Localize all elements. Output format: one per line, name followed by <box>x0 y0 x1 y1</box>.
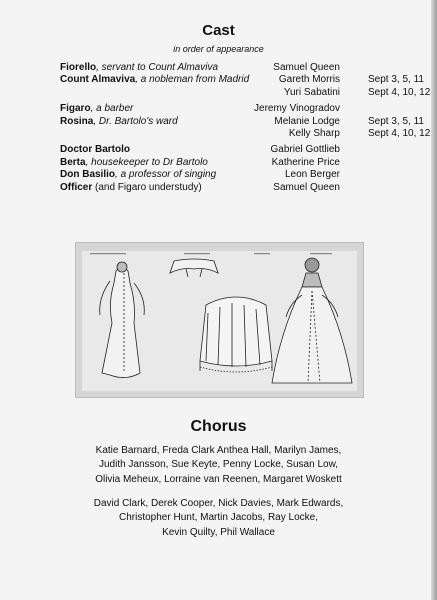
cast-heading: Cast <box>202 22 235 39</box>
cast-row <box>60 157 432 169</box>
role-name: Don Basilio <box>60 169 116 181</box>
performance-dates: Sept 3, 5, 11 <box>368 115 424 127</box>
cast-row <box>60 128 432 140</box>
role-name: Doctor Bartolo <box>60 144 130 156</box>
chorus-line: Kevin Quilty, Phil Wallace <box>162 526 275 538</box>
actor-name: Kelly Sharp <box>288 127 340 139</box>
cast-row <box>60 62 432 74</box>
cast-subtitle: in order of appearance <box>173 44 264 54</box>
role-name: Fiorello <box>60 62 97 73</box>
role-description: , Dr. Bartolo's ward <box>93 115 178 127</box>
role-name: Count Almaviva <box>60 74 136 86</box>
cast-row <box>60 103 432 115</box>
role-description: , servant to Count Almaviva <box>96 62 219 73</box>
chorus-line: Judith Jansson, Sue Keyte, Penny Locke, Susan Low, <box>98 459 339 471</box>
role-description: , a nobleman from Madrid <box>135 74 250 86</box>
actor-name: Katherine Price <box>271 156 340 168</box>
role-name: Figaro <box>60 103 91 115</box>
role-description: , a barber <box>90 103 134 115</box>
actor-name: Samuel Queen <box>273 62 340 73</box>
role-name: Officer <box>60 181 93 193</box>
chorus-line: Olivia Meheux, Lorraine van Reenen, Margaret Woskett <box>95 473 342 485</box>
actor-name: Leon Berger <box>284 169 340 181</box>
cast-row <box>60 144 432 156</box>
cast-list <box>60 62 432 194</box>
performance-dates: Sept 4, 10, 12 <box>368 86 431 98</box>
actor-name: Melanie Lodge <box>274 115 340 127</box>
role-description: , housekeeper to Dr Bartolo <box>85 156 208 168</box>
actor-name: Gabriel Gottlieb <box>270 144 340 156</box>
chorus-line: David Clark, Derek Cooper, Nick Davies, Mark Edwards, <box>93 498 344 509</box>
actor-name: Jeremy Vinogradov <box>254 103 340 115</box>
cast-row <box>60 74 432 86</box>
actor-name: Yuri Sabatini <box>283 86 340 98</box>
actor-name: Samuel Queen <box>273 181 340 193</box>
role-name: Rosina <box>60 115 94 127</box>
cast-row <box>60 116 432 128</box>
cast-row <box>60 182 432 194</box>
actor-name: Gareth Morris <box>278 74 340 86</box>
role-description: , a professor of singing <box>115 169 217 181</box>
cast-row <box>60 169 432 181</box>
costume-sketch-image <box>75 242 364 398</box>
chorus-heading: Chorus <box>190 418 247 435</box>
role-name: Berta <box>60 156 86 168</box>
chorus-line: Christopher Hunt, Martin Jacobs, Ray Locke, <box>119 512 318 524</box>
chorus-group-men <box>0 497 437 540</box>
costume-sketch-drawing <box>76 243 363 397</box>
performance-dates: Sept 3, 5, 11 <box>368 74 424 86</box>
chorus-line: Katie Barnard, Freda Clark Anthea Hall, Marilyn James, <box>95 445 342 456</box>
chorus-group-women <box>0 444 437 487</box>
performance-dates: Sept 4, 10, 12 <box>368 127 431 139</box>
cast-row <box>60 87 432 99</box>
role-description: (and Figaro understudy) <box>92 181 202 193</box>
